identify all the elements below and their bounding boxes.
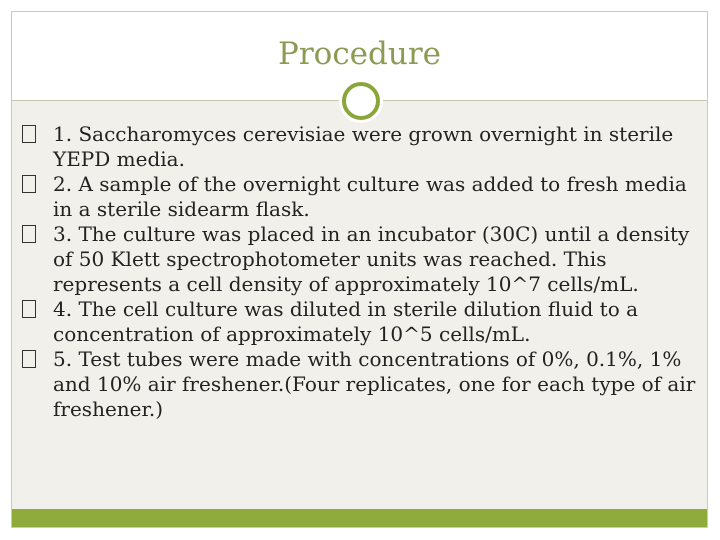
bullet-box-icon xyxy=(22,350,36,368)
bullet-box-icon xyxy=(22,300,36,318)
list-item-text: 1. Saccharomyces cerevisiae were grown overnight in sterile YEPD media. xyxy=(53,122,674,171)
list-item-text: 3. The culture was placed in an incubator (30C) until a density of 50 Klett spectrophotometer units was reached. This represents a cell density of approximately 10^7 cells/mL. xyxy=(53,222,690,296)
bullet-box-icon xyxy=(22,175,36,193)
list-item xyxy=(22,222,697,297)
list-item xyxy=(22,297,697,347)
ring-ornament-icon xyxy=(342,82,380,120)
slide xyxy=(11,11,708,528)
bullet-box-icon xyxy=(22,225,36,243)
list-item-text: 5. Test tubes were made with concentrations of 0%, 0.1%, 1% and 10% air freshener.(Four replicates, one for each type of air freshener.) xyxy=(53,347,696,421)
list-item-text: 2. A sample of the overnight culture was added to fresh media in a sterile sidearm flask. xyxy=(53,172,687,221)
bullet-box-icon xyxy=(22,125,36,143)
list-item xyxy=(22,122,697,172)
list-item xyxy=(22,347,697,422)
procedure-list xyxy=(22,122,697,422)
list-item xyxy=(22,172,697,222)
slide-title: Procedure xyxy=(277,36,442,72)
list-item-text: 4. The cell culture was diluted in sterile dilution fluid to a concentration of approximately 10^5 cells/mL. xyxy=(53,297,639,346)
footer-accent-bar xyxy=(12,509,707,527)
